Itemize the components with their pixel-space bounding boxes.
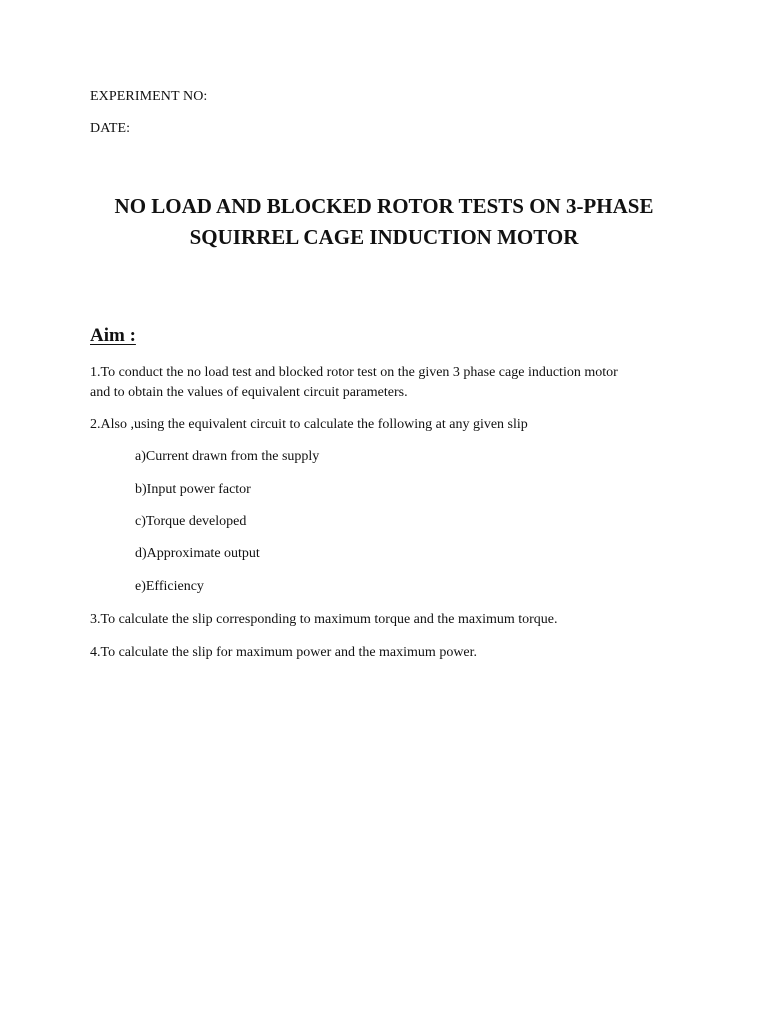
aim-sub-item-e: e)Efficiency <box>135 579 204 594</box>
aim-sub-item-a: a)Current drawn from the supply <box>135 449 320 464</box>
title-line-2: SQUIRREL CAGE INDUCTION MOTOR <box>189 225 579 249</box>
experiment-number-label: EXPERIMENT NO: <box>90 89 208 104</box>
aim-item-4: 4.To calculate the slip for maximum power and the maximum power. <box>90 645 478 660</box>
title-line-1: NO LOAD AND BLOCKED ROTOR TESTS ON 3-PHASE <box>114 194 654 218</box>
aim-sub-item-b: b)Input power factor <box>135 482 251 497</box>
date-label: DATE: <box>90 121 131 136</box>
aim-sub-item-c: c)Torque developed <box>135 514 247 529</box>
aim-heading: Aim : <box>90 325 136 346</box>
aim-item-3: 3.To calculate the slip corresponding to maximum torque and the maximum torque. <box>90 612 558 627</box>
aim-item-2: 2.Also ,using the equivalent circuit to calculate the following at any given slip <box>90 417 528 432</box>
aim-item-1 <box>90 363 690 403</box>
aim-item-1-line-1: 1.To conduct the no load test and blocked rotor test on the given 3 phase cage induction motor <box>90 365 618 380</box>
document-title <box>0 191 768 253</box>
aim-sub-item-d: d)Approximate output <box>135 546 260 561</box>
aim-item-1-line-2: and to obtain the values of equivalent circuit parameters. <box>90 385 408 400</box>
